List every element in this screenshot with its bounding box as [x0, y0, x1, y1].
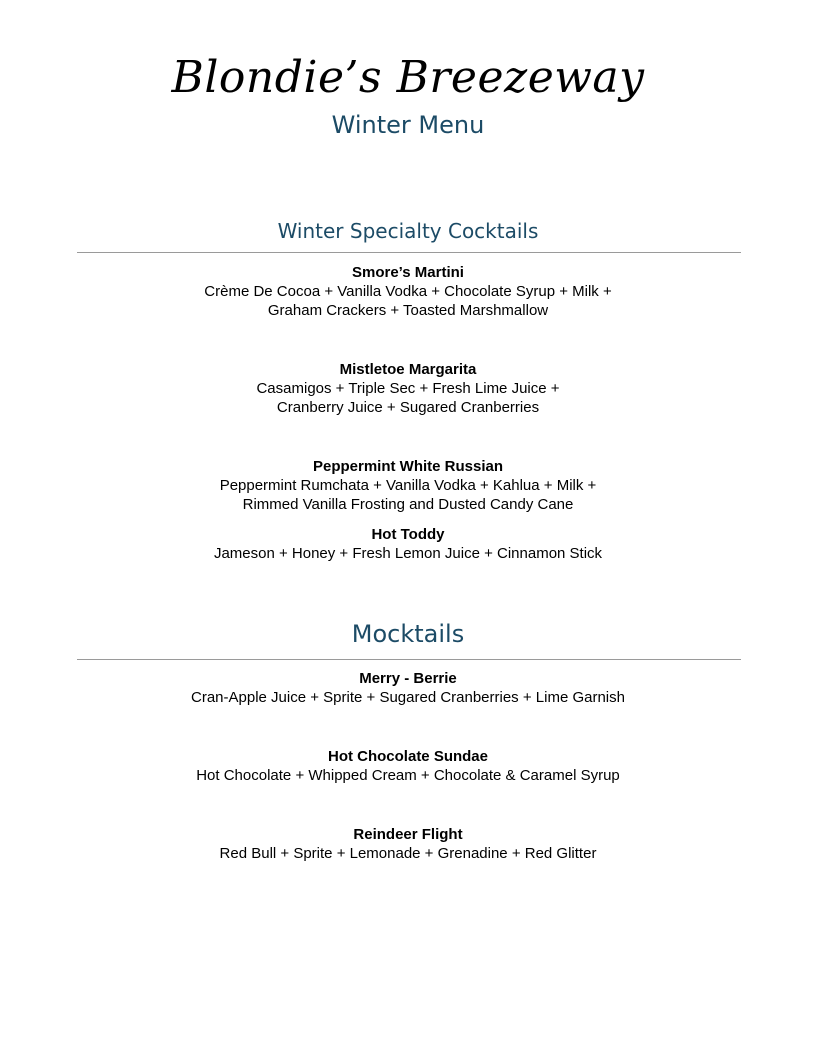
menu-item-description: Casamigos + Triple Sec + Fresh Lime Juice + [256, 380, 560, 397]
section-heading-cocktails: Winter Specialty Cocktails [277, 219, 539, 243]
menu-item-name: Reindeer Flight [353, 826, 463, 843]
menu-item-description: Peppermint Rumchata + Vanilla Vodka + Kahlua + Milk + [219, 477, 597, 494]
section-divider [77, 252, 741, 253]
menu-item-hot-toddy [0, 525, 816, 563]
menu-item-peppermint-white-russian [0, 457, 816, 514]
menu-item-name: Hot Chocolate Sundae [327, 748, 488, 765]
menu-item-reindeer-flight [0, 825, 816, 863]
menu-item-name: Hot Toddy [371, 526, 445, 543]
menu-item-description: Graham Crackers + Toasted Marshmallow [267, 302, 549, 319]
page-title: Blondie’s Breezeway [171, 52, 645, 103]
menu-item-name: Merry - Berrie [359, 670, 457, 687]
menu-item-description: Hot Chocolate + Whipped Cream + Chocolate & Caramel Syrup [196, 767, 620, 784]
menu-item-name: Peppermint White Russian [312, 458, 504, 475]
page-subtitle: Winter Menu [331, 111, 485, 139]
section-divider [77, 659, 741, 660]
menu-item-mistletoe-margarita [0, 360, 816, 417]
menu-item-description: Cranberry Juice + Sugared Cranberries [276, 399, 540, 416]
menu-item-description: Crème De Cocoa + Vanilla Vodka + Chocolate Syrup + Milk + [204, 283, 612, 300]
menu-item-hot-chocolate-sundae [0, 747, 816, 785]
menu-item-description: Rimmed Vanilla Frosting and Dusted Candy Cane [242, 496, 574, 513]
section-heading-mocktails: Mocktails [351, 620, 465, 648]
menu-item-merry-berrie [0, 669, 816, 707]
menu-item-smores-martini [0, 263, 816, 320]
menu-item-name: Smore’s Martini [352, 264, 464, 281]
menu-item-description: Cran-Apple Juice + Sprite + Sugared Cranberries + Lime Garnish [191, 689, 625, 706]
menu-item-description: Jameson + Honey + Fresh Lemon Juice + Cinnamon Stick [213, 545, 603, 562]
menu-item-description: Red Bull + Sprite + Lemonade + Grenadine + Red Glitter [219, 845, 597, 862]
menu-item-name: Mistletoe Margarita [339, 361, 477, 378]
